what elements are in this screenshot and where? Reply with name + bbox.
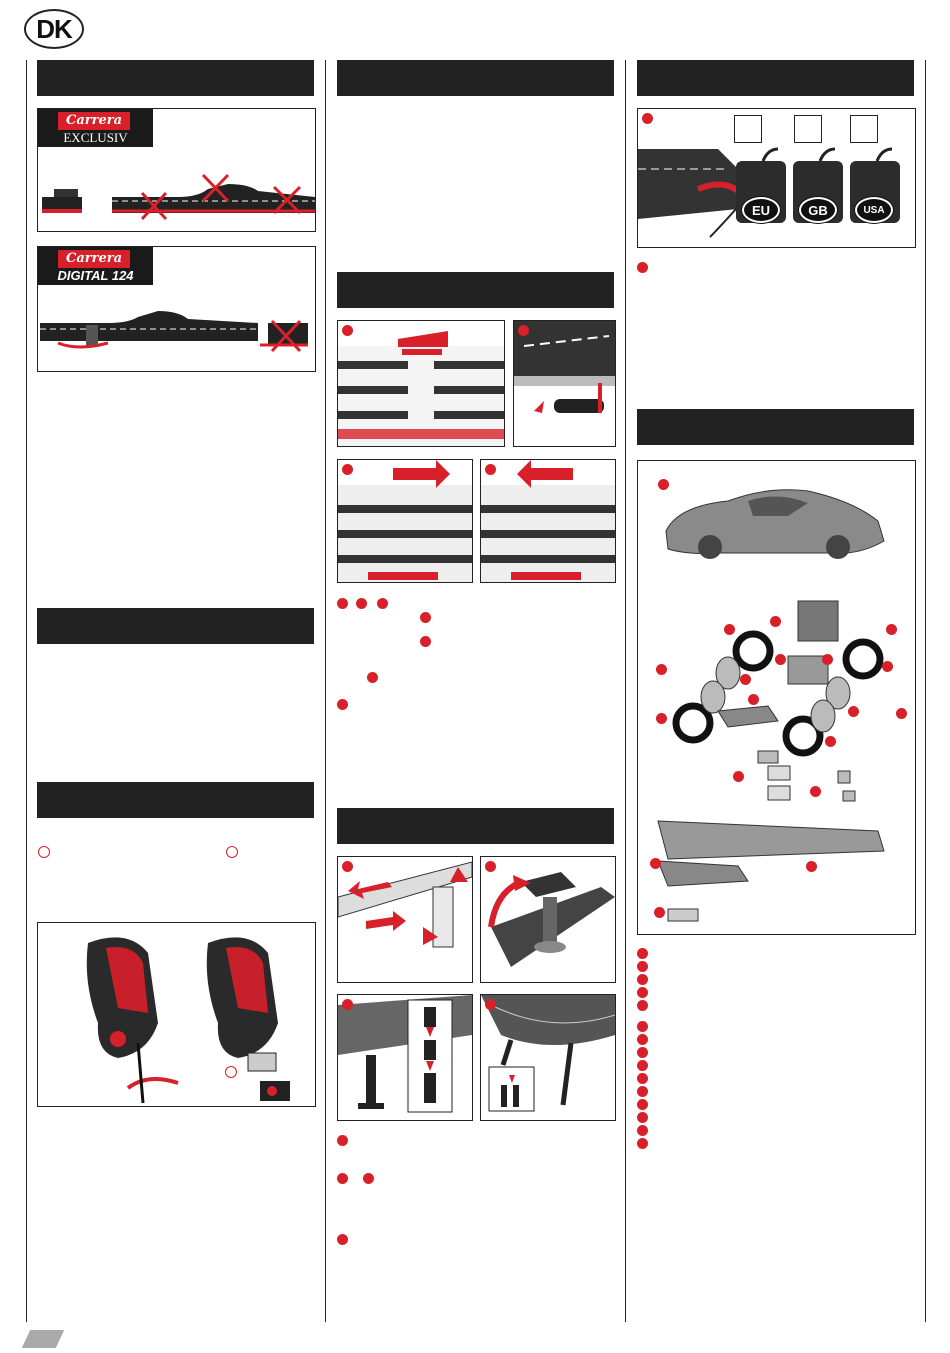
guardrail-illustration xyxy=(338,857,472,982)
step-marker xyxy=(337,598,348,609)
step-marker xyxy=(637,262,648,273)
parts-list-marker xyxy=(637,1138,648,1149)
section-header xyxy=(337,808,614,844)
step-marker xyxy=(658,479,669,490)
section-header xyxy=(637,60,914,96)
parts-list-marker xyxy=(637,1073,648,1084)
step-marker xyxy=(226,846,238,858)
parts-list-marker xyxy=(637,1112,648,1123)
figure-track-screw xyxy=(513,320,616,447)
track-illustration xyxy=(38,109,315,231)
step-marker xyxy=(886,624,897,635)
step-marker xyxy=(896,708,907,719)
step-marker xyxy=(342,999,353,1010)
step-marker xyxy=(356,598,367,609)
parts-list-marker xyxy=(637,1099,648,1110)
step-marker xyxy=(38,846,50,858)
section-header xyxy=(37,608,314,644)
step-marker xyxy=(337,699,348,710)
figure-exclusiv-compatibility xyxy=(37,108,316,232)
parts-list-marker xyxy=(637,974,648,985)
gb-socket-icon xyxy=(794,115,822,143)
column-divider xyxy=(325,60,326,1322)
figure-banked-curve xyxy=(480,994,616,1121)
step-marker xyxy=(825,736,836,747)
figure-pillar-assembly xyxy=(337,994,473,1121)
parts-list-marker xyxy=(637,1000,648,1011)
section-header xyxy=(637,409,914,445)
parts-list-marker xyxy=(637,1034,648,1045)
step-marker xyxy=(337,1135,348,1146)
figure-guardrail xyxy=(337,856,473,983)
track-screw-illustration xyxy=(514,321,615,446)
step-marker xyxy=(363,1173,374,1184)
carrera-digital-logo: Carrera DIGITAL 124 xyxy=(38,247,153,285)
figure-pillar-mount xyxy=(480,856,616,983)
figure-track-disconnect xyxy=(480,459,616,583)
eu-socket-icon xyxy=(734,115,762,143)
step-marker xyxy=(848,706,859,717)
track-illustration xyxy=(38,247,315,371)
eu-label: EU xyxy=(742,197,780,223)
step-marker xyxy=(420,612,431,623)
parts-list-marker xyxy=(637,1060,648,1071)
parts-list-marker xyxy=(637,1125,648,1136)
gb-label: GB xyxy=(799,197,837,223)
track-connector-illustration xyxy=(338,460,472,582)
step-marker xyxy=(518,325,529,336)
step-marker xyxy=(748,694,759,705)
step-marker xyxy=(882,661,893,672)
step-marker xyxy=(642,113,653,124)
step-marker xyxy=(367,672,378,683)
step-marker xyxy=(654,907,665,918)
step-marker xyxy=(656,713,667,724)
step-marker xyxy=(656,664,667,675)
car-exploded-illustration xyxy=(638,461,915,934)
step-marker xyxy=(810,786,821,797)
usa-socket-icon xyxy=(850,115,878,143)
parts-list-marker xyxy=(637,1021,648,1032)
step-marker xyxy=(485,999,496,1010)
parts-list-marker xyxy=(637,1086,648,1097)
step-marker xyxy=(342,861,353,872)
step-marker xyxy=(733,771,744,782)
parts-list-marker xyxy=(637,961,648,972)
step-marker xyxy=(775,654,786,665)
column-divider xyxy=(26,60,27,1322)
step-marker xyxy=(485,464,496,475)
step-marker xyxy=(724,624,735,635)
figure-power-supplies xyxy=(637,108,916,248)
figure-digital-compatibility xyxy=(37,246,316,372)
figure-track-connect-1 xyxy=(337,320,505,447)
banked-curve-illustration xyxy=(481,995,615,1120)
figure-car-exploded-view xyxy=(637,460,916,935)
parts-list-marker xyxy=(637,1047,648,1058)
step-marker xyxy=(342,325,353,336)
figure-controller-battery xyxy=(37,922,316,1107)
column-divider xyxy=(625,60,626,1322)
step-marker xyxy=(485,861,496,872)
section-header xyxy=(37,782,314,818)
step-marker xyxy=(377,598,388,609)
controller-illustration xyxy=(38,923,315,1106)
track-connector-illustration xyxy=(481,460,615,582)
figure-track-connect-2 xyxy=(337,459,473,583)
usa-label: USA xyxy=(855,197,893,223)
pillar-assembly-illustration xyxy=(338,995,472,1120)
parts-list-marker xyxy=(637,987,648,998)
track-connector-illustration xyxy=(338,321,504,446)
step-marker xyxy=(342,464,353,475)
column-divider xyxy=(925,60,926,1322)
parts-list-marker xyxy=(637,948,648,959)
step-marker xyxy=(337,1173,348,1184)
step-marker xyxy=(806,861,817,872)
step-marker xyxy=(337,1234,348,1245)
step-marker xyxy=(650,858,661,869)
step-marker xyxy=(740,674,751,685)
section-header xyxy=(337,272,614,308)
step-marker xyxy=(770,616,781,627)
section-header xyxy=(337,60,614,96)
page-corner-mark xyxy=(22,1330,64,1348)
carrera-exclusiv-logo: Carrera EXCLUSIV xyxy=(38,109,153,147)
section-header xyxy=(37,60,314,96)
step-marker xyxy=(420,636,431,647)
step-marker xyxy=(822,654,833,665)
language-badge: DK xyxy=(24,9,84,49)
pillar-mount-illustration xyxy=(481,857,615,982)
step-marker xyxy=(225,1066,237,1078)
